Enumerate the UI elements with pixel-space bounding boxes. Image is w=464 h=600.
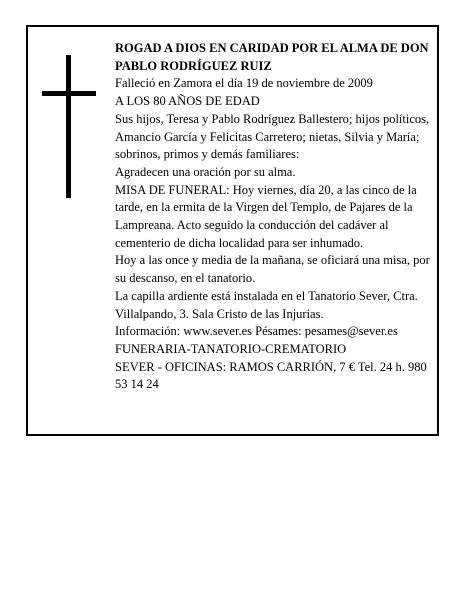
funeral-mass-info: MISA DE FUNERAL: Hoy viernes, día 20, a las cinco de la tarde, en la ermita de la Virgen del Templo, de Pajares de la Lampreana. Acto seguido la conducción del cadáver al cementerio de dicha localidad para ser inhumado. (115, 182, 417, 250)
cross-vertical-bar (66, 55, 71, 198)
tanatorio-mass-info: Hoy a las once y media de la mañana, se oficiará una misa, por su descanso, en el tanatorio. (115, 253, 430, 286)
contact-info: Información: www.sever.es Pésames: pesames@sever.es (115, 324, 398, 339)
gratitude-line: Agradecen una oración por su alma. (115, 164, 296, 179)
notice-heading: ROGAD A DIOS EN CARIDAD POR EL ALMA DE DON PABLO RODRÍGUEZ RUIZ (115, 41, 429, 73)
family-list: Sus hijos, Teresa y Pablo Rodríguez Ballestero; hijos políticos, Amancio García y Felicitas Carretero; nietas, Silvia y María; sobrinos, primos y demás familiares: (115, 111, 430, 162)
offices-info: SEVER - OFICINAS: RAMOS CARRIÓN, 7 € Tel. 24 h. 980 53 14 24 (115, 359, 427, 392)
cross-icon (42, 55, 96, 198)
age-line: A LOS 80 AÑOS DE EDAD (115, 94, 260, 109)
death-info: Falleció en Zamora el día 19 de noviembre de 2009 (115, 76, 373, 91)
chapel-info: La capilla ardiente está instalada en el Tanatorio Sever, Ctra. Villalpando, 3. Sala Cristo de las Injurias. (115, 288, 418, 321)
funeral-home-name: FUNERARIA-TANATORIO-CREMATORIO (115, 341, 347, 356)
cross-horizontal-bar (42, 91, 96, 96)
obituary-notice (26, 25, 439, 436)
notice-body (115, 40, 435, 394)
